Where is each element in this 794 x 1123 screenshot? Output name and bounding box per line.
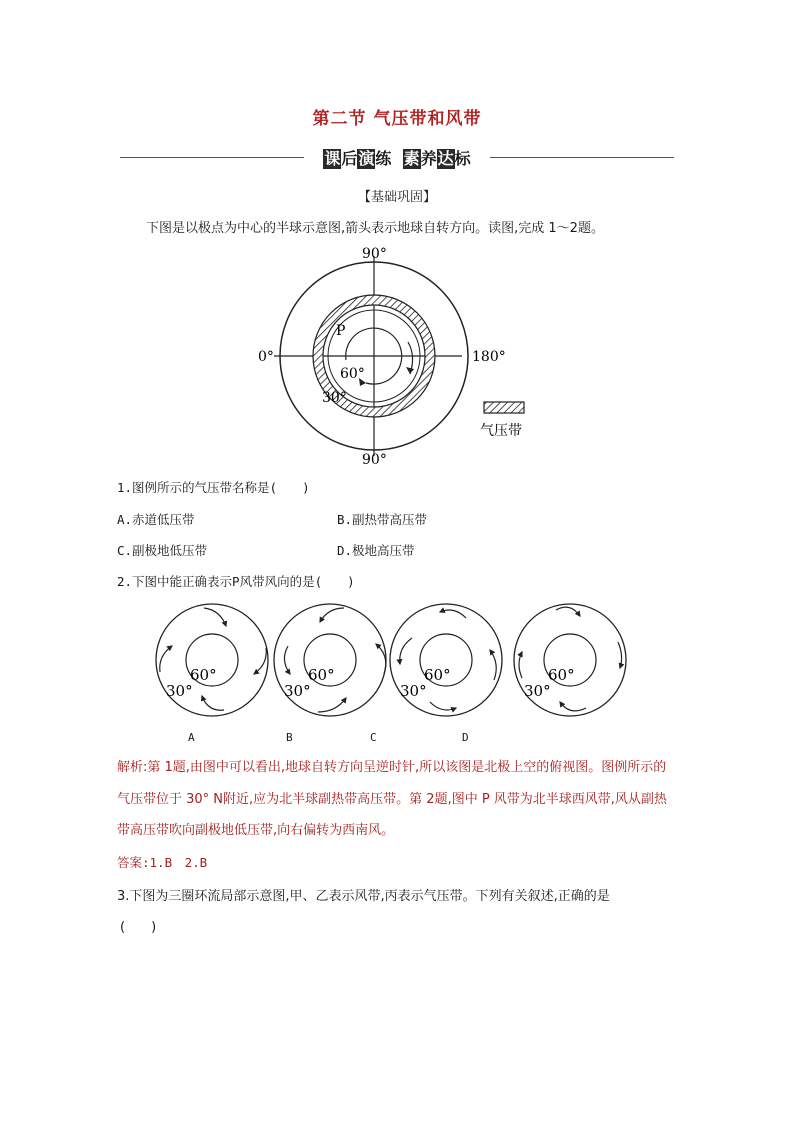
analysis-text: 第 1题,由图中可以看出,地球自转方向呈逆时针,所以该图是北极上空的俯视图。图例所示的气压带位于 30° N附近,应为北半球副热带高压带。第 2题,图中 P 风带为北半球西风带,风从副热带高压带吹向副极地低压带,向右偏转为西南风。 [117, 760, 667, 838]
analysis-block [117, 752, 677, 847]
option-diagram-a [156, 604, 268, 716]
banner-char: 演 [358, 149, 375, 168]
wind-options-figure [150, 598, 650, 720]
label-90-bottom: 90° [362, 452, 387, 468]
section-banner [120, 146, 674, 170]
svg-text:60°: 60° [548, 666, 575, 684]
svg-text:30°: 30° [400, 682, 427, 700]
label-0: 0° [258, 349, 274, 365]
svg-text:60°: 60° [308, 666, 335, 684]
option-b: B.副热带高压带 [337, 512, 428, 527]
banner-char: 后 [341, 149, 358, 168]
label-30: 30° [322, 390, 347, 406]
option-a: A.赤道低压带 [117, 512, 195, 527]
choice-label-b: B [286, 731, 293, 744]
answer-prefix: 答案: [117, 855, 150, 870]
svg-text:60°: 60° [424, 666, 451, 684]
svg-text:30°: 30° [166, 682, 193, 700]
svg-text:30°: 30° [284, 682, 311, 700]
banner-rule-right [490, 157, 674, 158]
question-1-stem: 1.图例所示的气压带名称是( ) [117, 480, 310, 495]
banner-char: 课 [324, 149, 341, 168]
section-heading: 【基础巩固】 [357, 190, 436, 205]
label-180: 180° [472, 349, 506, 365]
choice-label-a: A [188, 731, 195, 744]
question-2-stem: 2.下图中能正确表示P风带风向的是( ) [117, 574, 355, 589]
choice-label-c: C [370, 731, 377, 744]
svg-text:30°: 30° [524, 682, 551, 700]
svg-text:60°: 60° [190, 666, 217, 684]
banner-rule-left [120, 157, 304, 158]
answer-line [117, 853, 207, 871]
analysis-prefix: 解析: [117, 760, 148, 775]
question-3-bracket: ( ) [120, 920, 157, 935]
option-d: D.极地高压带 [337, 543, 415, 558]
banner-char: 标 [454, 149, 471, 168]
label-60: 60° [340, 366, 365, 382]
question-3-stem: 3.下图为三圈环流局部示意图,甲、乙表示风带,丙表示气压带。下列有关叙述,正确的是 [117, 889, 610, 904]
legend-label: 气压带 [480, 423, 522, 439]
banner-char: 养 [420, 149, 437, 168]
option-c: C.副极地低压带 [117, 543, 208, 558]
option-diagram-b [274, 604, 386, 716]
answer-text: 1.B 2.B [149, 855, 208, 870]
banner-text [308, 146, 486, 169]
label-p: P [336, 323, 346, 339]
option-diagram-d [514, 604, 626, 716]
choice-label-d: D [462, 731, 469, 744]
option-diagram-c [390, 604, 502, 716]
banner-char: 达 [437, 149, 454, 168]
banner-char: 练 [375, 149, 392, 168]
banner-char: 素 [403, 149, 420, 168]
intro-text: 下图是以极点为中心的半球示意图,箭头表示地球自转方向。读图,完成 1～2题。 [146, 221, 604, 236]
page-title: 第二节 气压带和风带 [312, 109, 482, 129]
hemisphere-figure [250, 242, 550, 472]
label-90-top: 90° [362, 246, 387, 262]
legend-swatch [484, 402, 524, 413]
